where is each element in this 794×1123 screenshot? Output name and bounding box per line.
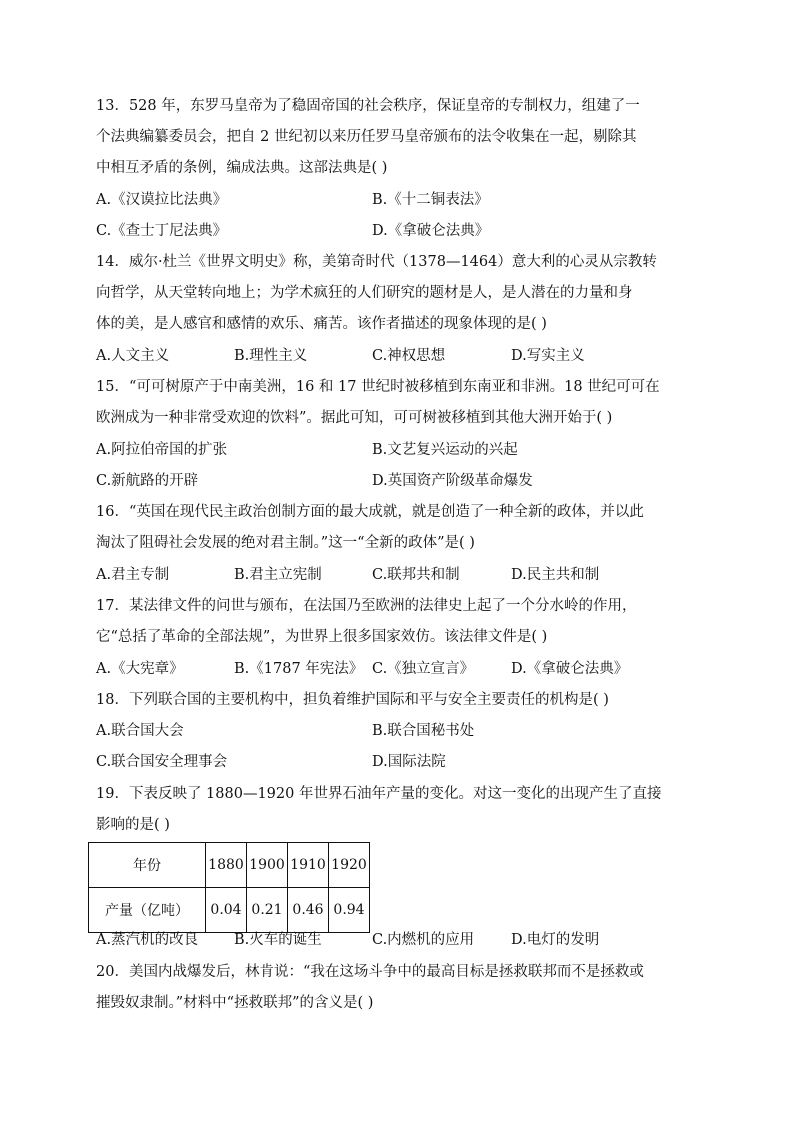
q14-line-2: 向哲学，从天堂转向地上；为学术疯狂的人们研究的题材是人，是人潜在的力量和身 bbox=[96, 285, 633, 301]
q20-line-2: 摧毁奴隶制。”材料中“拯救联邦”的含义是( ) bbox=[96, 995, 374, 1011]
q19-line-1: 19．下表反映了 1880—1920 年世界石油年产量的变化。对这一变化的出现产生了直接 bbox=[96, 786, 662, 802]
table-cell-output: 0.04 bbox=[206, 888, 247, 933]
q17-option-a[interactable]: A.《大宪章》 bbox=[96, 661, 184, 677]
q17-option-c[interactable]: C.《独立宣言》 bbox=[372, 661, 475, 677]
oil-production-table bbox=[88, 842, 370, 933]
q15-option-b[interactable]: B.文艺复兴运动的兴起 bbox=[372, 442, 518, 458]
q15-line-1: 15．“可可树原产于中南美洲，16 和 17 世纪时被移植到东南亚和非洲。18 世纪可可在 bbox=[96, 379, 660, 395]
q19-option-a[interactable]: A.蒸汽机的改良 bbox=[96, 932, 199, 948]
q14-option-c[interactable]: C.神权思想 bbox=[372, 348, 446, 364]
q13-option-b[interactable]: B.《十二铜表法》 bbox=[372, 192, 489, 208]
q19-option-b[interactable]: B.火车的诞生 bbox=[234, 932, 322, 948]
q13-option-d[interactable]: D.《拿破仑法典》 bbox=[372, 223, 490, 239]
q13-option-a[interactable]: A.《汉谟拉比法典》 bbox=[96, 192, 228, 208]
q17-line-2: 它“总括了革命的全部法规”，为世界上很多国家效仿。该法律文件是( ) bbox=[96, 629, 548, 645]
q18-option-c[interactable]: C.联合国安全理事会 bbox=[96, 754, 228, 770]
q13-line-2: 个法典编纂委员会，把自 2 世纪初以来历任罗马皇帝颁布的法令收集在一起，剔除其 bbox=[96, 129, 637, 145]
q15-option-a[interactable]: A.阿拉伯帝国的扩张 bbox=[96, 442, 228, 458]
table-cell-output: 0.94 bbox=[329, 888, 370, 933]
q15-option-d[interactable]: D.英国资产阶级革命爆发 bbox=[372, 473, 533, 489]
q13-line-3: 中相互矛盾的条例，编成法典。这部法典是( ) bbox=[96, 160, 388, 176]
q17-line-1: 17．某法律文件的问世与颁布，在法国乃至欧洲的法律史上起了一个分水岭的作用， bbox=[96, 598, 637, 614]
q14-line-1: 14．威尔·杜兰《世界文明史》称，美第奇时代（1378—1464）意大利的心灵从宗教转 bbox=[96, 254, 657, 270]
q20-line-1: 20．美国内战爆发后，林肯说：“我在这场斗争中的最高目标是拯救联邦而不是拯救或 bbox=[96, 964, 644, 980]
table-cell-year: 1880 bbox=[206, 843, 247, 888]
table-cell-year: 1920 bbox=[329, 843, 370, 888]
table-row bbox=[89, 843, 370, 888]
q16-option-d[interactable]: D.民主共和制 bbox=[511, 567, 600, 583]
q18-option-a[interactable]: A.联合国大会 bbox=[96, 723, 184, 739]
q19-option-d[interactable]: D.电灯的发明 bbox=[511, 932, 600, 948]
q14-option-d[interactable]: D.写实主义 bbox=[511, 348, 585, 364]
q14-option-a[interactable]: A.人文主义 bbox=[96, 348, 170, 364]
table-cell-year: 1900 bbox=[247, 843, 288, 888]
table-row-output-label: 产量（亿吨） bbox=[89, 888, 206, 933]
q14-option-b[interactable]: B.理性主义 bbox=[234, 348, 308, 364]
q16-line-1: 16．“英国在现代民主政治创制方面的最大成就，就是创造了一种全新的政体，并以此 bbox=[96, 504, 644, 520]
q19-option-c[interactable]: C.内燃机的应用 bbox=[372, 932, 475, 948]
table-cell-output: 0.46 bbox=[288, 888, 329, 933]
q15-line-2: 欧洲成为一种非常受欢迎的饮料”。据此可知，可可树被移植到其他大洲开始于( ) bbox=[96, 410, 613, 426]
q16-option-c[interactable]: C.联邦共和制 bbox=[372, 567, 460, 583]
q18-option-d[interactable]: D.国际法院 bbox=[372, 754, 446, 770]
q18-option-b[interactable]: B.联合国秘书处 bbox=[372, 723, 475, 739]
q16-option-b[interactable]: B.君主立宪制 bbox=[234, 567, 322, 583]
table-cell-year: 1910 bbox=[288, 843, 329, 888]
q15-option-c[interactable]: C.新航路的开辟 bbox=[96, 473, 199, 489]
q16-option-a[interactable]: A.君主专制 bbox=[96, 567, 170, 583]
q18-line-1: 18．下列联合国的主要机构中，担负着维护国际和平与安全主要责任的机构是( ) bbox=[96, 692, 609, 708]
q14-line-3: 体的美，是人感官和感情的欢乐、痛苦。该作者描述的现象体现的是( ) bbox=[96, 316, 547, 332]
q19-line-2: 影响的是( ) bbox=[96, 817, 170, 833]
q17-option-d[interactable]: D.《拿破仑法典》 bbox=[511, 661, 629, 677]
q13-option-c[interactable]: C.《查士丁尼法典》 bbox=[96, 223, 228, 239]
q17-option-b[interactable]: B.《1787 年宪法》 bbox=[234, 661, 364, 677]
table-row bbox=[89, 888, 370, 933]
table-header-year-label: 年份 bbox=[89, 843, 206, 888]
q16-line-2: 淘汰了阻碍社会发展的绝对君主制。”这一“全新的政体”是( ) bbox=[96, 535, 475, 551]
table-cell-output: 0.21 bbox=[247, 888, 288, 933]
q13-line-1: 13．528 年，东罗马皇帝为了稳固帝国的社会秩序，保证皇帝的专制权力，组建了一 bbox=[96, 98, 640, 114]
